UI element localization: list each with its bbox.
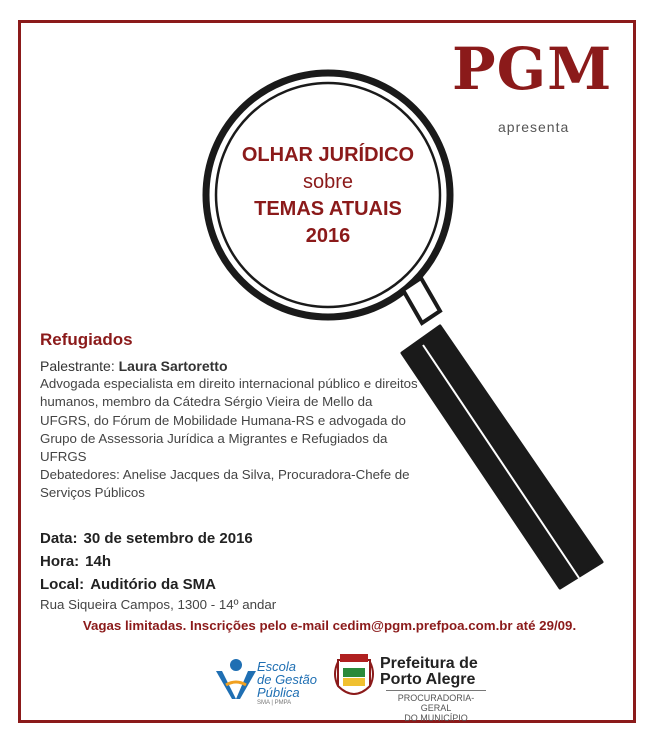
title-line3: TEMAS ATUAIS [254, 198, 402, 220]
time-row [40, 553, 111, 570]
escola-line1: Escola [257, 659, 297, 674]
title-line2: sobre [302, 171, 354, 193]
title-line1: OLHAR JURÍDICO [241, 144, 415, 166]
escola-line2: de Gestão [257, 672, 317, 687]
place-row [40, 576, 216, 593]
escola-line3: Pública [257, 685, 300, 700]
pgm-logo: PGM [452, 35, 613, 103]
event-title [222, 142, 434, 250]
pref-line3: PROCURADORIA-GERAL [397, 693, 475, 713]
speaker-bio: Advogada especialista em direito internacional público e direitos humanos, membro da Cátedra Sérgio Vieira de Mello da UFGRS, do Fórum de Mobilidade Humana-RS e advogada do Grupo de Assessoria Jurídica a Migrantes e Refugiados da UFRGS [40, 376, 418, 465]
pref-line1: Prefeitura de [380, 655, 478, 672]
date-value: 30 de setembro de 2016 [83, 530, 253, 547]
escola-gestao-logo-icon [212, 655, 256, 705]
speaker-name: Laura Sartoretto [118, 358, 228, 374]
apresenta-label: apresenta [498, 119, 570, 135]
registration-text: Vagas limitadas. Inscrições pelo e-mail cedim@pgm.prefpoa.com.br até 29/09. [82, 618, 577, 633]
speaker-label: Palestrante: [40, 358, 115, 374]
place-value: Auditório da SMA [90, 576, 217, 593]
pref-line2: Porto Alegre [380, 671, 476, 688]
prefeitura-logo [380, 656, 486, 723]
topic-heading: Refugiados [40, 330, 133, 349]
escola-small: SMA | PMPA [257, 700, 292, 706]
place-label: Local: [40, 576, 85, 593]
title-line4: 2016 [305, 225, 351, 247]
debaters-text: Debatedores: Anelise Jacques da Silva, Procuradora-Chefe de Serviços Públicos [40, 467, 410, 501]
pref-line4: DO MUNICÍPIO [404, 713, 468, 723]
date-row [40, 530, 253, 547]
prefeitura-crest-icon [332, 650, 376, 706]
escola-gestao-logo [257, 660, 317, 707]
time-label: Hora: [40, 553, 80, 570]
speaker-section [40, 357, 425, 503]
address-text: Rua Siqueira Campos, 1300 - 14º andar [40, 597, 277, 612]
time-value: 14h [85, 553, 112, 570]
date-label: Data: [40, 530, 78, 547]
